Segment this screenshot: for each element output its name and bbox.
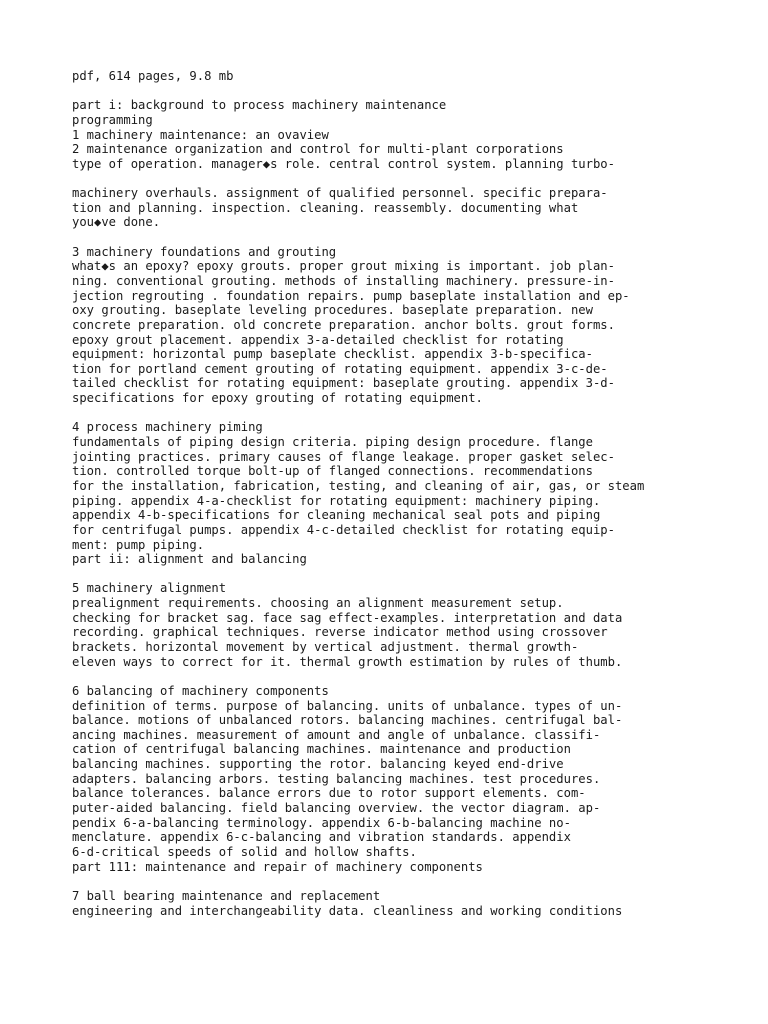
blank-line [72,230,752,245]
text-line: ment: pump piping. [72,537,205,552]
text-line: programming [72,112,153,127]
text-line: engineering and interchangeability data. cleanliness and working conditions [72,903,623,918]
text-line: epoxy grout placement. appendix 3-a-detailed checklist for rotating [72,332,564,347]
text-line: menclature. appendix 6-c-balancing and vibration standards. appendix [72,830,571,845]
text-line: 1 machinery maintenance: an ovaview [72,127,329,142]
text-line: what◆s an epoxy? epoxy grouts. proper grout mixing is important. job plan- [72,259,615,274]
text-line: 6 balancing of machinery components [72,683,329,698]
blank-line [72,84,752,99]
text-line: recording. graphical techniques. reverse indicator method using crossover [72,625,608,640]
text-line: equipment: horizontal pump baseplate checklist. appendix 3-b-specifica- [72,347,593,362]
text-line: you◆ve done. [72,215,161,230]
text-line: prealignment requirements. choosing an alignment measurement setup. [72,596,564,611]
text-line: definition of terms. purpose of balancing. units of unbalance. types of un- [72,698,623,713]
text-line: fundamentals of piping design criteria. piping design procedure. flange [72,435,593,450]
text-line: appendix 4-b-specifications for cleaning mechanical seal pots and piping [72,508,601,523]
text-line: eleven ways to correct for it. thermal growth estimation by rules of thumb. [72,654,623,669]
text-line: part i: background to process machinery maintenance [72,98,447,113]
text-line: ning. conventional grouting. methods of installing machinery. pressure-in- [72,273,615,288]
text-line: 3 machinery foundations and grouting [72,244,337,259]
text-line: for the installation, fabrication, testing, and cleaning of air, gas, or steam [72,478,645,493]
text-line: balance tolerances. balance errors due to rotor support elements. com- [72,786,586,801]
text-line: oxy grouting. baseplate leveling procedures. baseplate preparation. new [72,303,593,318]
text-line: 4 process machinery piming [72,420,263,435]
blank-line [72,874,752,889]
blank-line [72,669,752,684]
text-line: 7 ball bearing maintenance and replacement [72,888,381,903]
text-line: type of operation. manager◆s role. central control system. planning turbo- [72,156,615,171]
text-line: for centrifugal pumps. appendix 4-c-detailed checklist for rotating equip- [72,522,615,537]
text-line: tion and planning. inspection. cleaning. reassembly. documenting what [72,200,579,215]
text-line: specifications for epoxy grouting of rotating equipment. [72,391,483,406]
text-line: jointing practices. primary causes of flange leakage. proper gasket selec- [72,449,615,464]
text-line: balancing machines. supporting the rotor. balancing keyed end-drive [72,757,564,772]
text-line: machinery overhauls. assignment of qualified personnel. specific prepara- [72,186,608,201]
text-line: ancing machines. measurement of amount and angle of unbalance. classifi- [72,727,601,742]
text-line: adapters. balancing arbors. testing balancing machines. test procedures. [72,771,601,786]
text-line: pdf, 614 pages, 9.8 mb [72,69,234,83]
text-line: puter-aided balancing. field balancing overview. the vector diagram. ap- [72,801,601,816]
text-line: balance. motions of unbalanced rotors. balancing machines. centrifugal bal- [72,713,623,728]
text-line: pendix 6-a-balancing terminology. appendix 6-b-balancing machine no- [72,815,571,830]
text-line: 5 machinery alignment [72,581,227,596]
document-page [72,69,752,918]
text-line: concrete preparation. old concrete preparation. anchor bolts. grout forms. [72,317,615,332]
text-line: part 111: maintenance and repair of machinery components [72,859,483,874]
text-line: tailed checklist for rotating equipment: baseplate grouting. appendix 3-d- [72,376,615,391]
blank-line [72,406,752,421]
blank-line [72,171,752,186]
text-line: tion for portland cement grouting of rotating equipment. appendix 3-c-de- [72,361,608,376]
text-line: jection regrouting . foundation repairs. pump baseplate installation and ep- [72,288,630,303]
text-line: checking for bracket sag. face sag effect-examples. interpretation and data [72,610,623,625]
text-line: tion. controlled torque bolt-up of flanged connections. recommendations [72,464,593,479]
text-line: 6-d-critical speeds of solid and hollow shafts. [72,844,417,859]
blank-line [72,567,752,582]
text-line: 2 maintenance organization and control for multi-plant corporations [72,142,564,157]
text-line: part ii: alignment and balancing [72,552,307,567]
text-line: brackets. horizontal movement by vertical adjustment. thermal growth- [72,639,579,654]
text-line: piping. appendix 4-a-checklist for rotating equipment: machinery piping. [72,493,601,508]
text-line: cation of centrifugal balancing machines. maintenance and production [72,742,571,757]
